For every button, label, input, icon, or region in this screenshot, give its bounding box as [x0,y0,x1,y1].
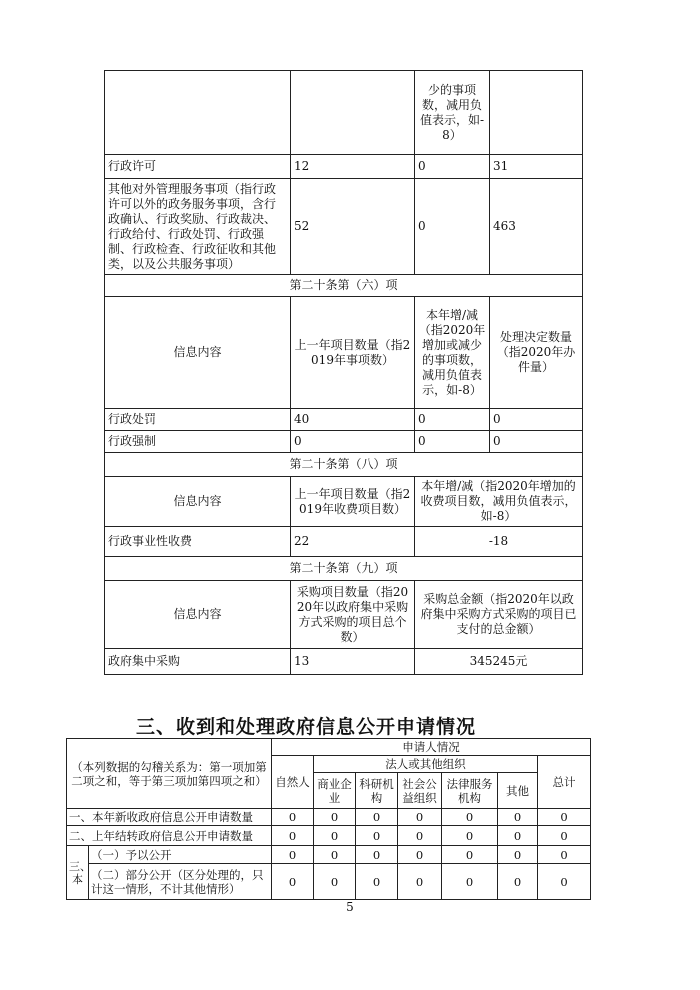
cell-value: 0 [398,809,442,826]
cell-value: 0 [442,809,498,826]
table-row [67,826,591,846]
cell-value: 0 [398,864,442,900]
cell-value: 0 [314,826,356,846]
cell-value: 0 [314,809,356,826]
col-social: 社会公益组织 [398,773,442,809]
cell-value: 0 [272,846,314,864]
row-label: 行政处罚 [105,409,291,431]
column-header: 信息内容 [105,581,291,649]
table-row [67,864,591,900]
col-research: 科研机构 [356,773,398,809]
table-row [105,155,583,179]
row-label: 其他对外管理服务事项（指行政许可以外的政务服务事项，含行政确认、行政奖励、行政裁决、行政给付、行政处罚、行政强制、行政检查、行政征收和其他类，以及公共服务事项） [105,179,291,275]
cell-value: 0 [314,846,356,864]
cell-value: 0 [398,826,442,846]
section-title: 第二十条第（八）项 [105,453,583,477]
change-value: 0 [415,179,490,275]
empty-cell [105,71,291,155]
table-row [105,409,583,431]
page-number: 5 [346,900,354,914]
top-table [104,70,583,675]
header-row [105,297,583,409]
cell-value: 0 [538,826,591,846]
table-row [105,649,583,675]
row-label: 行政事业性收费 [105,527,291,557]
cell-value: 0 [442,846,498,864]
cell-value: 0 [272,864,314,900]
cell-value: 0 [538,864,591,900]
row-label: 行政许可 [105,155,291,179]
column-header: 信息内容 [105,297,291,409]
row-label: 政府集中采购 [105,649,291,675]
col-business: 商业企业 [314,773,356,809]
column-header: 采购项目数量（指2020年以政府集中采购方式采购的项目总个数） [291,581,415,649]
cell-value: 0 [272,809,314,826]
column-header: 信息内容 [105,477,291,527]
cell-value: 0 [498,809,538,826]
section-title: 第二十条第（九）项 [105,557,583,581]
change-note-cell: 少的事项数，减用负值表示，如-8） [415,71,490,155]
cell-value: 0 [498,846,538,864]
col-other: 其他 [498,773,538,809]
table-row [105,431,583,453]
column-header: 本年增/减（指2020年增加的收费项目数，减用负值表示，如-8） [415,477,583,527]
cell-value: 0 [442,864,498,900]
applicant-header: 申请人情况 [272,739,591,756]
change-value: -18 [415,527,583,557]
header-row [105,477,583,527]
prev-value: 22 [291,527,415,557]
column-header: 本年增/减（指2020年增加或减少的事项数，减用负值表示，如-8） [415,297,490,409]
legal-header: 法人或其他组织 [314,756,538,773]
amount-value: 345245元 [415,649,583,675]
cell-value: 0 [398,846,442,864]
empty-cell [291,71,415,155]
section-heading: 三、收到和处理政府信息公开申请情况 [136,716,477,738]
decided-value: 31 [490,155,583,179]
column-header: 上一年项目数量（指2019年收费项目数） [291,477,415,527]
cell-value: 0 [442,826,498,846]
row-label: （一）予以公开 [89,846,272,864]
change-value: 0 [415,431,490,453]
table-row [67,846,591,864]
row-label: 一、本年新收政府信息公开申请数量 [67,809,272,826]
column-header: 处理决定数量（指2020年办件量） [490,297,583,409]
header-row [105,581,583,649]
cell-value: 0 [538,846,591,864]
prev-value: 12 [291,155,415,179]
change-value: 0 [415,155,490,179]
cell-value: 0 [538,809,591,826]
prev-value: 0 [291,431,415,453]
section-title: 第二十条第（六）项 [105,275,583,297]
col-natural: 自然人 [272,756,314,809]
table-row [105,179,583,275]
change-value: 0 [415,409,490,431]
column-header: 上一年项目数量（指2019年事项数） [291,297,415,409]
row-label: 二、上年结转政府信息公开申请数量 [67,826,272,846]
decided-value: 0 [490,431,583,453]
cell-value: 0 [356,864,398,900]
cell-value: 0 [498,864,538,900]
cell-value: 0 [498,826,538,846]
col-legal: 法律服务机构 [442,773,498,809]
table-row [105,527,583,557]
empty-cell [490,71,583,155]
group-label: 三、本 [67,846,89,900]
table-row [67,809,591,826]
col-total: 总计 [538,756,591,809]
row-label: 行政强制 [105,431,291,453]
cell-value: 0 [314,864,356,900]
cell-value: 0 [356,826,398,846]
row-label: （二）部分公开（区分处理的，只计这一情形，不计其他情形） [89,864,272,900]
cell-value: 0 [356,846,398,864]
application-table [66,738,591,900]
decided-value: 0 [490,409,583,431]
column-header: 采购总金额（指2020年以政府集中采购方式采购的项目已支付的总金额） [415,581,583,649]
cell-value: 0 [272,826,314,846]
cell-value: 0 [356,809,398,826]
count-value: 13 [291,649,415,675]
relationship-note: （本列数据的勾稽关系为：第一项加第二项之和，等于第三项加第四项之和） [67,739,272,809]
decided-value: 463 [490,179,583,275]
prev-value: 52 [291,179,415,275]
prev-value: 40 [291,409,415,431]
